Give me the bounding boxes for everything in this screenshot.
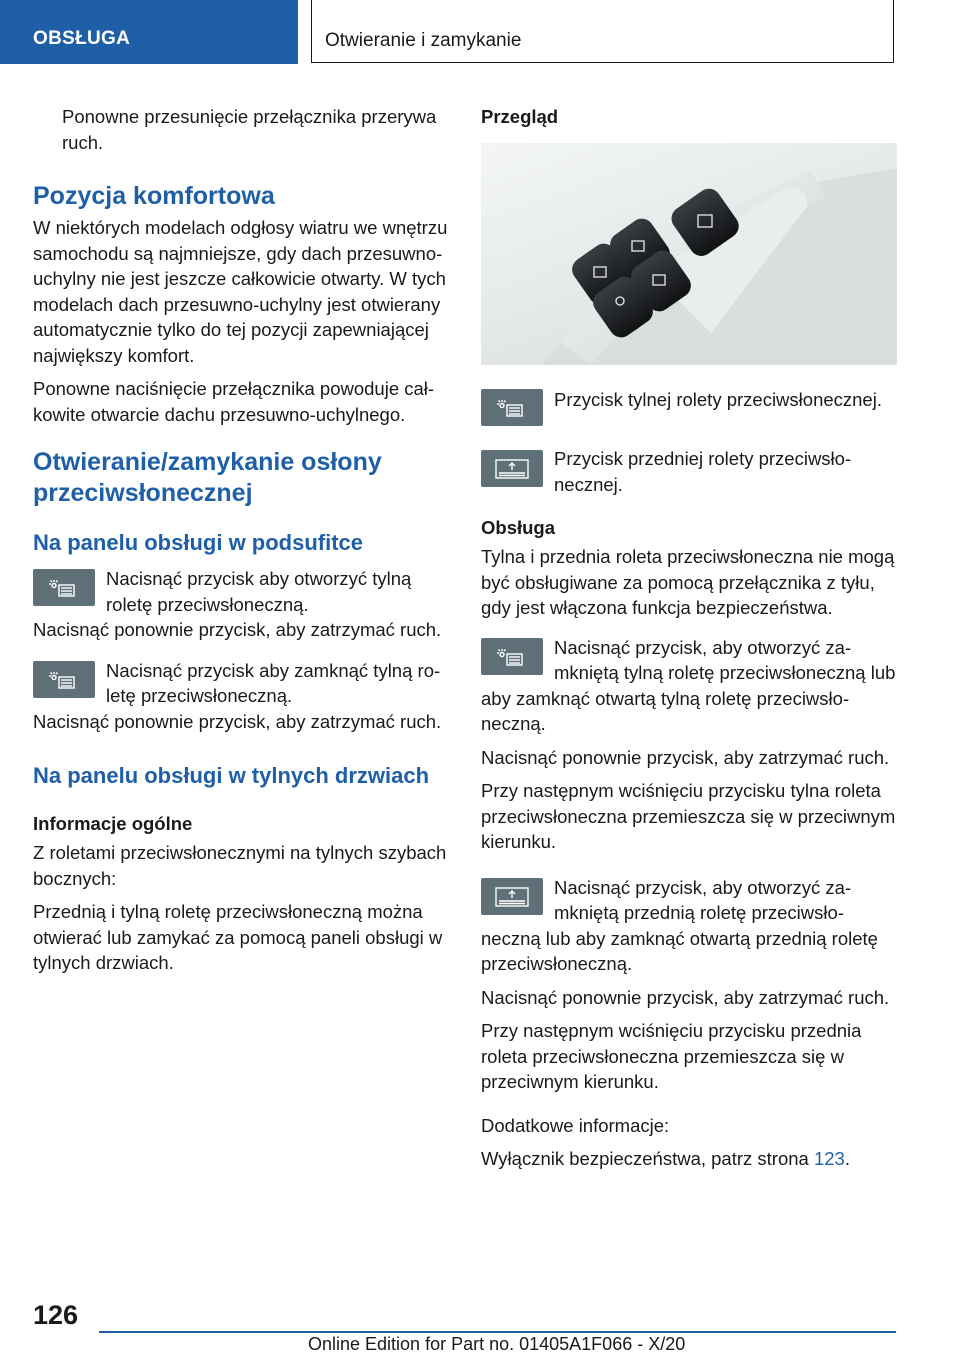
additional-info-label: Dodatkowe informacje: <box>481 1114 670 1136</box>
roof-close-stop: Nacisnąć ponownie przycisk, aby zatrzymać ruch. <box>33 710 442 732</box>
door-panel-photo <box>481 143 897 365</box>
general-paragraph-1: Z roletami przeciwsłonecznymi na tylnych szybach bocznych: <box>33 842 447 889</box>
roof-open-instruction <box>33 566 449 617</box>
roof-close-text: Nacisnąć przycisk aby zamknąć tylną roletę przeciwsłoneczną. <box>106 659 441 706</box>
rear-sunshade-icon <box>33 569 95 606</box>
intro-text: Ponowne przesunięcie przełącznika przerywa ruch. <box>62 106 437 153</box>
rear-next-text: Przy następnym wciśnięciu przycisku tylna roleta przeciwsłoneczna przemieszcza się w przeciwnym kierunku. <box>481 780 896 852</box>
front-sunshade-icon <box>481 450 543 487</box>
front-next-text: Przy następnym wciśnięciu przycisku przednia roleta przeciwsłoneczna przemieszcza się w przeciwnym kierunku. <box>481 1020 862 1092</box>
door-panel-heading: Na panelu obsługi w tylnych drzwiach <box>33 763 430 788</box>
safety-page-link[interactable]: 123 <box>813 1148 845 1169</box>
section-title: OBSŁUGA <box>33 28 131 49</box>
rear-sunshade-legend-icon <box>481 389 543 426</box>
general-heading: Informacje ogólne <box>33 813 193 834</box>
comfort-paragraph-2: Ponowne naciśnięcie przełącznika powoduje całkowite otwarcie dachu przesuwno-uchylnego. <box>33 378 435 425</box>
chapter-tab <box>311 0 894 63</box>
edition-text: Online Edition for Part no. 01405A1F066 - X/20 <box>308 1334 686 1354</box>
safety-reference <box>481 1146 897 1172</box>
operation-paragraph: Tylna i przednia roleta przeciwsłoneczna nie mogą być obsługiwane za pomocą przełącznika z tyłu, gdy jest włączona funkcja bezpieczeństwa. <box>481 546 895 618</box>
sunshade-heading: Otwieranie/zamykanie osłony przeciwsłonecznej <box>33 448 382 507</box>
right-column <box>481 104 897 1180</box>
roof-close-instruction <box>33 658 449 709</box>
chapter-title: Otwieranie i zamykanie <box>325 30 522 51</box>
safety-reference-text: Wyłącznik bezpieczeństwa, patrz strona <box>481 1148 814 1169</box>
rear-sunshade-operation-icon <box>481 638 543 675</box>
front-button-text: Nacisnąć przycisk, aby otworzyć zamkniętą przednią roletę przeciwsłoneczną lub aby zamknąć otwartą przednią roletę przeciwsłoneczną. <box>481 876 878 974</box>
left-column <box>33 104 449 984</box>
general-paragraph-2: Przednią i tylną roletę przeciwsłoneczną można otwierać lub zamykać za pomocą paneli obsługi w tylnych drzwiach. <box>33 901 443 973</box>
comfort-heading: Pozycja komfortowa <box>33 182 275 210</box>
rear-button-text: Nacisnąć przycisk, aby otworzyć zamkniętą tylną roletę przeciwsłoneczną lub aby zamknąć otwartą tylną roletę przeciwsłoneczną. <box>481 636 896 734</box>
footer-divider <box>99 1331 896 1333</box>
roof-open-text: Nacisnąć przycisk aby otworzyć tylną roletę przeciwsłoneczną. <box>106 568 412 615</box>
rear-button-instruction <box>481 635 897 745</box>
legend-front-text: Przycisk przedniej rolety przeciwsłonecznej. <box>554 448 852 495</box>
roof-open-stop: Nacisnąć ponownie przycisk, aby zatrzymać ruch. <box>33 619 442 640</box>
legend-rear <box>481 387 897 440</box>
safety-reference-end: . <box>844 1148 850 1169</box>
front-stop-text: Nacisnąć ponownie przycisk, aby zatrzymać ruch. <box>481 986 890 1008</box>
section-tab <box>0 0 298 64</box>
rear-stop-text: Nacisnąć ponownie przycisk, aby zatrzymać ruch. <box>481 746 890 768</box>
legend-front <box>481 446 897 497</box>
page-number: 126 <box>33 1300 79 1330</box>
operation-heading: Obsługa <box>481 517 556 538</box>
front-button-instruction <box>481 875 897 985</box>
legend-rear-text: Przycisk tylnej rolety przeciwsłonecznej. <box>554 389 882 410</box>
rear-sunshade-close-icon <box>33 661 95 698</box>
comfort-paragraph-1: W niektórych modelach odgłosy wiatru we wnętrzu samochodu są najmniejsze, gdy dach przesuwno-uchylny nie jest jeszcze całkowicie otwarty. W tych modelach dach przesuwno-uchylny jest otwierany automatycznie tylko do tej pozycji zapewniającej największy komfort. <box>33 217 448 366</box>
roof-panel-heading: Na panelu obsługi w podsufitce <box>33 530 364 555</box>
overview-heading: Przegląd <box>481 106 559 127</box>
front-sunshade-operation-icon <box>481 878 543 915</box>
